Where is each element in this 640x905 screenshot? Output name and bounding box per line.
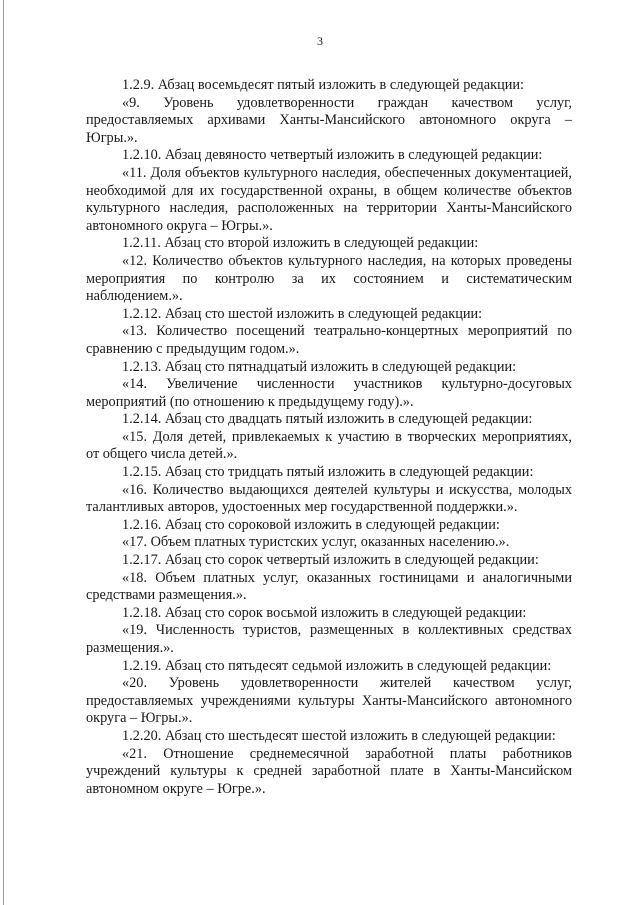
paragraph: 1.2.12. Абзац сто шестой изложить в следующей редакции: (122, 305, 483, 322)
paragraph: 1.2.19. Абзац сто пятьдесят седьмой изложить в следующей редакции: (122, 657, 552, 674)
paragraph: 1.2.13. Абзац сто пятнадцатый изложить в следующей редакции: (122, 358, 517, 375)
paragraph: «15. Доля детей, привлекаемых к участию в творческих мероприятиях, от общего числа детей.». (86, 428, 572, 463)
paragraph: 1.2.16. Абзац сто сороковой изложить в следующей редакции: (122, 516, 500, 533)
document-body (86, 77, 572, 798)
paragraph: «16. Количество выдающихся деятелей культуры и искусства, молодых талантливых авторов, удостоенных мер государственной поддержки.». (86, 481, 572, 516)
paragraph: 1.2.11. Абзац сто второй изложить в следующей редакции: (122, 235, 479, 252)
paragraph: 1.2.10. Абзац девяносто четвертый изложить в следующей редакции: (122, 147, 543, 164)
paragraph: «11. Доля объектов культурного наследия, обеспеченных документацией, необходимой для их государственной охраны, в общем количестве объектов культурного наследия, расположенных на территории Ханты-Мансийского автономного округа – Югры.». (86, 164, 572, 234)
paragraph: 1.2.9. Абзац восемьдесят пятый изложить в следующей редакции: (122, 77, 524, 93)
paragraph: «9. Уровень удовлетворенности граждан качеством услуг, предоставляемых архивами Ханты-Мансийского автономного округа – Югры.». (86, 94, 572, 146)
paragraph: «12. Количество объектов культурного наследия, на которых проведены мероприятия по контролю за их состоянием и систематическим наблюдением.». (86, 252, 572, 305)
paragraph: «14. Увеличение численности участников культурно-досуговых мероприятий (по отношению к предыдущему году).». (86, 376, 572, 410)
paragraph: «13. Количество посещений театрально-концертных мероприятий по сравнению с предыдущим годом.». (86, 323, 572, 357)
paragraph: 1.2.15. Абзац сто тридцать пятый изложить в следующей редакции: (122, 464, 534, 481)
paragraph: 1.2.14. Абзац сто двадцать пятый изложить в следующей редакции: (122, 411, 533, 428)
page-edge-line (3, 0, 4, 905)
paragraph: «18. Объем платных услуг, оказанных гостиницами и аналогичными средствами размещения.». (86, 569, 572, 604)
paragraph: 1.2.17. Абзац сто сорок четвертый изложить в следующей редакции: (122, 552, 539, 569)
paragraph: 1.2.20. Абзац сто шестьдесят шестой изложить в следующей редакции: (122, 727, 556, 744)
page-number: 3 (317, 34, 323, 48)
paragraph: «17. Объем платных туристских услуг, оказанных населению.». (122, 534, 510, 551)
paragraph: «21. Отношение среднемесячной заработной платы работников учреждений культуры к средней заработной плате в Ханты-Мансийском автономном округе – Югре.». (86, 745, 572, 797)
paragraph: 1.2.18. Абзац сто сорок восьмой изложить в следующей редакции: (122, 604, 527, 621)
paragraph: «20. Уровень удовлетворенности жителей качеством услуг, предоставляемых учреждениями культуры Ханты-Мансийского автономного округа – Югры.». (86, 675, 572, 727)
paragraph: «19. Численность туристов, размещенных в коллективных средствах размещения.». (86, 622, 572, 656)
